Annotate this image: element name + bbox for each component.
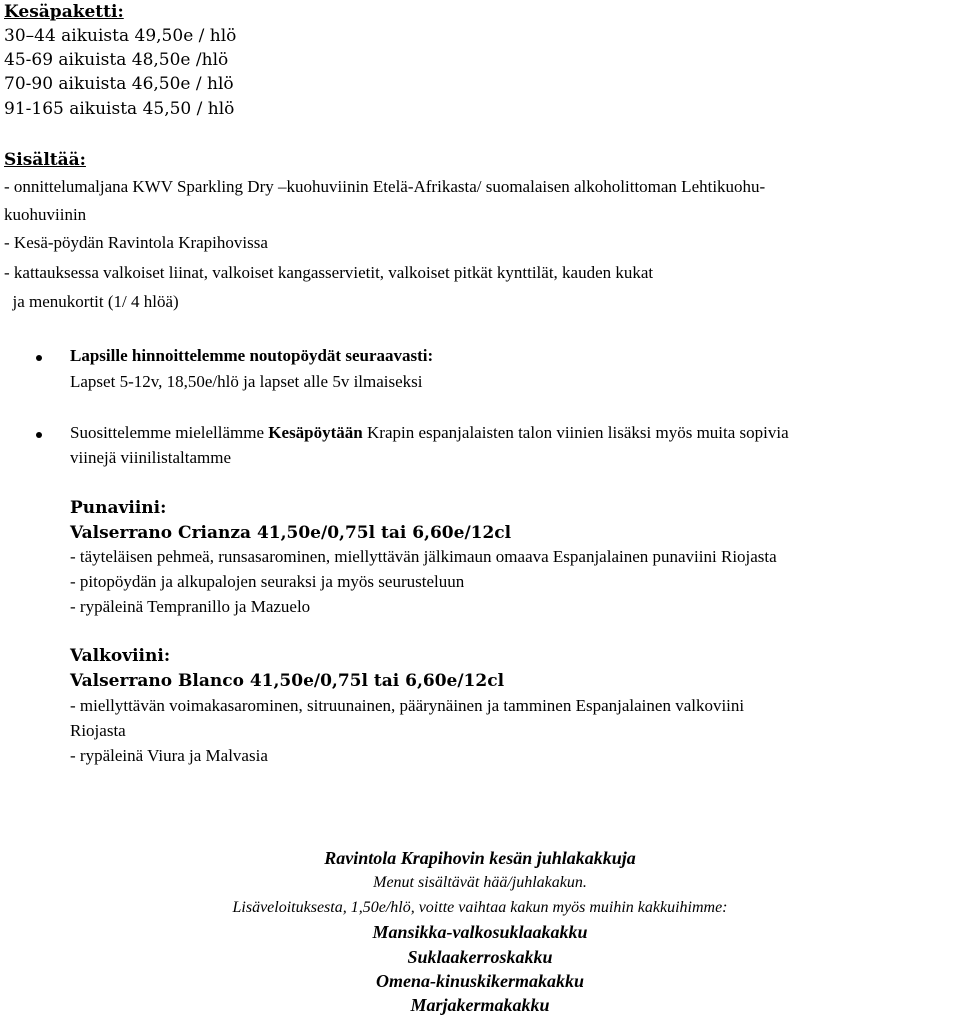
recommend-post: Krapin espanjalaisten talon viinien lisäksi myös muita sopivia bbox=[362, 423, 789, 442]
cakes-note: Menut sisältävät hää/juhlakakun. bbox=[373, 874, 587, 891]
cake-item: Marjakermakakku bbox=[410, 995, 550, 1015]
recommend-line-2: viinejä viinilistaltamme bbox=[70, 448, 231, 467]
cakes-title: Ravintola Krapihovin kesän juhlakakkuja bbox=[324, 848, 636, 868]
recommend-bold: Kesäpöytään bbox=[268, 423, 363, 442]
price-line: 70-90 aikuista 46,50e / hlö bbox=[4, 74, 234, 94]
children-heading: Lapsille hinnoittelemme noutopöydät seuraavasti: bbox=[70, 346, 434, 365]
contents-line: ja menukortit (1/ 4 hlöä) bbox=[4, 292, 179, 311]
cakes-note: Lisäveloituksesta, 1,50e/hlö, voitte vaihtaa kakun myös muihin kakkuihimme: bbox=[232, 899, 728, 916]
bullet-icon bbox=[36, 432, 42, 438]
white-wine-name: Valserrano Blanco 41,50e/0,75l tai 6,60e/12cl bbox=[70, 671, 505, 691]
contents-line: - kattauksessa valkoiset liinat, valkoiset kangasservietit, valkoiset pitkät kynttilät, kauden kukat bbox=[4, 263, 654, 282]
white-wine-line: Riojasta bbox=[70, 721, 126, 740]
bullet-icon bbox=[36, 355, 42, 361]
children-text: Lapset 5-12v, 18,50e/hlö ja lapset alle 5v ilmaiseksi bbox=[70, 372, 423, 391]
contents-line: - onnittelumaljana KWV Sparkling Dry –kuohuviinin Etelä-Afrikasta/ suomalaisen alkoholittoman Lehtikuohu- bbox=[4, 177, 766, 196]
white-wine-line: - rypäleinä Viura ja Malvasia bbox=[70, 746, 268, 765]
contents-heading: Sisältää: bbox=[4, 150, 86, 170]
cake-item: Omena-kinuskikermakakku bbox=[375, 971, 585, 991]
red-wine-line: - pitopöydän ja alkupalojen seuraksi ja myös seurusteluun bbox=[70, 572, 465, 591]
contents-line: kuohuviinin bbox=[4, 205, 87, 224]
price-line: 45-69 aikuista 48,50e /hlö bbox=[4, 50, 229, 70]
white-wine-line: - miellyttävän voimakasarominen, sitruunainen, päärynäinen ja tamminen Espanjalainen valkoviini bbox=[70, 696, 745, 715]
cake-item: Suklaakerroskakku bbox=[407, 947, 553, 967]
price-line: 91-165 aikuista 45,50 / hlö bbox=[4, 99, 235, 119]
red-wine-heading: Punaviini: bbox=[70, 498, 167, 518]
red-wine-line: - rypäleinä Tempranillo ja Mazuelo bbox=[70, 597, 311, 616]
white-wine-heading: Valkoviini: bbox=[70, 646, 171, 666]
recommend-pre: Suosittelemme mielellämme bbox=[70, 423, 269, 442]
cake-item: Mansikka-valkosuklaakakku bbox=[372, 922, 588, 942]
recommend-line bbox=[70, 421, 789, 445]
red-wine-name: Valserrano Crianza 41,50e/0,75l tai 6,60e/12cl bbox=[70, 523, 512, 543]
package-heading: Kesäpaketti: bbox=[4, 2, 124, 22]
contents-line: - Kesä-pöydän Ravintola Krapihovissa bbox=[4, 233, 268, 252]
price-line: 30–44 aikuista 49,50e / hlö bbox=[4, 26, 237, 46]
red-wine-line: - täyteläisen pehmeä, runsasarominen, miellyttävän jälkimaun omaava Espanjalainen punaviini Riojasta bbox=[70, 547, 777, 566]
